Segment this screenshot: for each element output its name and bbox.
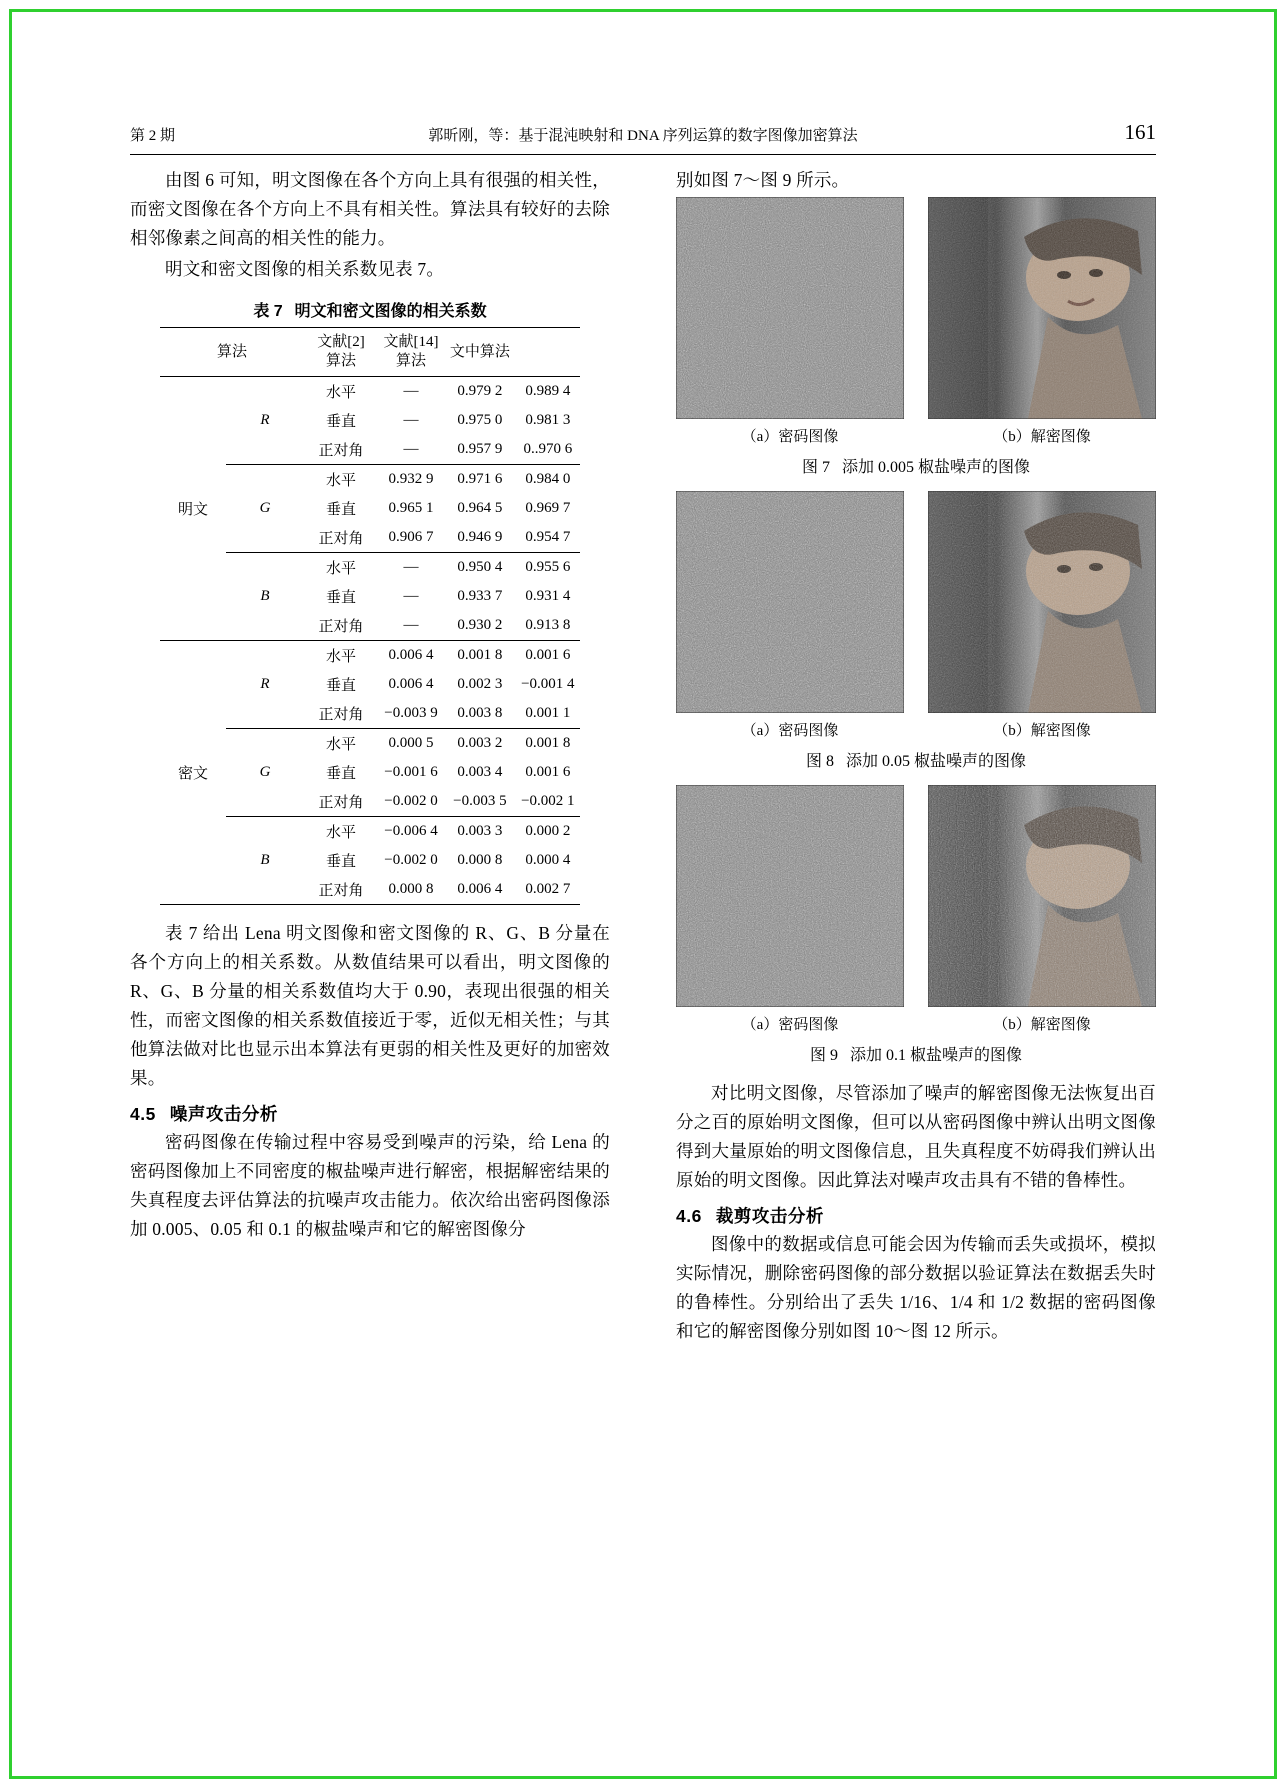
subcaption-a: （a）密码图像 [741,723,839,739]
dir-label: 垂直 [325,766,356,782]
figure-9-label: 图 9 [809,1047,838,1064]
paragraph-correlation-intro: 由图 6 可知，明文图像在各个方向上具有很强的相关性，而密文图像在各个方向上不具有相关性。算法具有较好的去除相邻像素之间高的相关性的能力。 [130,170,610,248]
cell-value: 0.989 4 [525,383,571,399]
dir-label: 垂直 [325,414,356,430]
dir-label: 垂直 [325,502,356,518]
channel-label-R-cipher: R [260,676,270,692]
section-title: 噪声攻击分析 [169,1104,278,1124]
figure-7-caption [676,454,1156,477]
figure-7-label: 图 7 [801,459,830,476]
cell-value: 0.006 4 [388,676,434,692]
page-content [130,120,1156,1680]
cell-value: 0.003 4 [457,764,503,780]
cell-value: 0.931 4 [525,588,571,604]
dir-label: 正对角 [318,795,364,811]
cell-value: 0.906 7 [388,529,434,545]
cell-value: −0.002 0 [384,793,438,809]
table7-body [160,377,580,905]
figure-9-text: 添加 0.1 椒盐噪声的图像 [850,1047,1023,1064]
cell-value: 0.955 6 [525,559,571,575]
table-header-row [160,328,580,377]
figure-9 [676,785,1156,1065]
figure-9-caption [676,1042,1156,1065]
paragraph-table7-analysis: 表 7 给出 Lena 明文图像和密文图像的 R、G、B 分量在各个方向上的相关系数。从数值结果可以看出，明文图像的 R、G、B 分量的相关系数值均大于 0.90，表现出很强的相关性，而密文图像的相关系数值接近于零，近似无相关性；与其他算法做对比也显示出本算法有更弱的相关性及更好的加密效果。 [130,923,610,1088]
cell-value: 0.946 9 [457,529,503,545]
cell-value: 0.001 1 [525,705,571,721]
figure-8 [676,491,1156,771]
paragraph-table7-pointer: 明文和密文图像的相关系数见表 7。 [165,259,445,279]
figure-9-images [676,785,1156,1007]
cell-value: 0.000 4 [525,852,571,868]
figure-7-subcaptions [676,425,1156,446]
group-label-plain: 明文 [177,502,208,518]
cell-value: 0.975 0 [457,412,503,428]
cell-value: 0.003 2 [457,735,503,751]
cell-value: 0.965 1 [388,500,434,516]
header-ref2-line1: 文献[2] [317,334,365,350]
paragraph-noise-robustness: 对比明文图像，尽管添加了噪声的解密图像无法恢复出百分之百的原始明文图像，但可以从密码图像中辨认出明文图像得到大量原始的明文图像信息，且失真程度不妨碍我们辨认出原始的明文图像。因此算法对噪声攻击具有不错的鲁棒性。 [676,1083,1156,1190]
section-heading-4-5 [130,1101,610,1126]
channel-label-R-plain: R [260,412,270,428]
cell-value: 0.000 5 [388,735,434,751]
dir-label: 正对角 [318,707,364,723]
dir-label: 水平 [325,473,356,489]
dir-label: 垂直 [325,678,356,694]
cell-value: 0.001 8 [525,735,571,751]
cell-value: −0.001 6 [384,764,438,780]
section-number: 4.5 [130,1104,156,1124]
section-title: 裁剪攻击分析 [715,1206,824,1226]
cell-value: −0.003 9 [384,705,438,721]
dir-label: 正对角 [318,883,364,899]
channel-label-B-cipher: B [260,852,270,868]
decrypted-image-noise-0005 [928,197,1156,419]
group-label-cipher: 密文 [177,766,208,782]
subcaption-a: （a）密码图像 [741,429,839,445]
cell-value: −0.002 1 [521,793,575,809]
subcaption-a: （a）密码图像 [741,1017,839,1033]
cell-value: 0.984 0 [525,471,571,487]
figure-8-caption [676,748,1156,771]
cell-value: 0.001 8 [457,647,503,663]
dir-label: 水平 [325,825,356,841]
cell-value: 0.971 6 [457,471,503,487]
dir-label: 水平 [325,385,356,401]
subcaption-b: （b）解密图像 [993,1017,1091,1033]
cell-value: 0.002 3 [457,676,503,692]
channel-label-B-plain: B [260,588,270,604]
figure-8-subcaptions [676,719,1156,740]
table7-correlation-coefficients [160,327,580,905]
dir-label: 水平 [325,561,356,577]
cell-value: 0.913 8 [525,617,571,633]
cell-value: 0.981 3 [525,412,571,428]
cell-value: 0.000 2 [525,823,571,839]
cipher-image-noise-005 [676,491,904,713]
dir-label: 垂直 [325,590,356,606]
left-column [130,166,610,1246]
cell-value: 0.003 8 [457,705,503,721]
cell-value: — [403,412,419,428]
dir-label: 垂直 [325,854,356,870]
paragraph-crop-attack: 图像中的数据或信息可能会因为传输而丢失或损坏，模拟实际情况，删除密码图像的部分数据以验证算法在数据丢失时的鲁棒性。分别给出了丢失 1/16、1/4 和 1/2 数据的密码图像和它的解密图像分别如图 10～图 12 所示。 [676,1234,1156,1341]
running-head [130,120,1156,155]
figure-8-label: 图 8 [805,753,834,770]
running-head-title: 郭昕刚，等：基于混沌映射和 DNA 序列运算的数字图像加密算法 [428,128,858,144]
header-cell-algorithm: 算法 [216,343,247,360]
header-ref14-line1: 文献[14] [383,334,439,350]
header-ref2-line2: 算法 [325,353,356,369]
subcaption-b: （b）解密图像 [993,723,1091,739]
table7-caption-label: 表 7 [253,303,283,320]
section-heading-4-6 [676,1203,1156,1228]
figure-7-images [676,197,1156,419]
decrypted-image-noise-01 [928,785,1156,1007]
cell-value: 0.000 8 [388,881,434,897]
paragraph-noise-attack: 密码图像在传输过程中容易受到噪声的污染，给 Lena 的密码图像加上不同密度的椒盐噪声进行解密，根据解密结果的失真程度去评估算法的抗噪声攻击能力。依次给出密码图像添加 0.005、0.05 和 0.1 的椒盐噪声和它的解密图像分 [130,1132,610,1239]
cell-value: — [403,383,419,399]
cell-value: — [403,559,419,575]
header-cell-ref14 [378,328,444,377]
subcaption-b: （b）解密图像 [993,429,1091,445]
cell-value: −0.001 4 [521,676,575,692]
cell-value: 0.954 7 [525,529,571,545]
cell-value: 0.969 7 [525,500,571,516]
channel-label-G-cipher: G [259,764,271,780]
header-cell-ours: 文中算法 [449,343,510,360]
table7-head [160,328,580,377]
cell-value: 0.006 4 [388,647,434,663]
dir-label: 正对角 [318,619,364,635]
header-cell-ref2 [304,328,378,377]
cell-value: 0.003 3 [457,823,503,839]
cell-value: 0.933 7 [457,588,503,604]
cell-value: 0.000 8 [457,852,503,868]
cipher-image-noise-0005 [676,197,904,419]
table7-caption [130,298,610,321]
figure-9-subcaptions [676,1013,1156,1034]
cell-value: — [403,588,419,604]
cell-value: 0.001 6 [525,764,571,780]
channel-label-G-plain: G [259,500,271,516]
figure-7 [676,197,1156,477]
cipher-image-noise-01 [676,785,904,1007]
cell-value: 0.006 4 [457,881,503,897]
running-head-issue: 第 2 期 [130,128,176,144]
cell-value: 0.002 7 [525,881,571,897]
cell-value: −0.006 4 [384,823,438,839]
header-ref14-line2: 算法 [396,353,427,369]
figure-8-text: 添加 0.05 椒盐噪声的图像 [846,753,1027,770]
dir-label: 正对角 [318,443,364,459]
figure-8-images [676,491,1156,713]
table7-caption-title: 明文和密文图像的相关系数 [294,303,487,320]
right-column [676,166,1156,1348]
decrypted-image-noise-005 [928,491,1156,713]
cell-value: 0.964 5 [457,500,503,516]
cell-value: 0.950 4 [457,559,503,575]
section-number: 4.6 [676,1206,702,1226]
table-row [160,377,580,407]
cell-value: 0.001 6 [525,647,571,663]
dir-label: 水平 [325,649,356,665]
cell-value: 0.957 9 [457,441,503,457]
figure-7-text: 添加 0.005 椒盐噪声的图像 [842,459,1031,476]
cell-value: 0.930 2 [457,617,503,633]
dir-label: 水平 [325,737,356,753]
cell-value: −0.003 5 [453,793,507,809]
page-number: 161 [1124,120,1156,144]
cell-value: — [403,441,419,457]
table-row [160,641,580,671]
dir-label: 正对角 [318,531,364,547]
cell-value: −0.002 0 [384,852,438,868]
paragraph-figure-pointer: 别如图 7～图 9 所示。 [676,170,850,190]
cell-value: 0.979 2 [457,383,503,399]
cell-value: — [403,617,419,633]
cell-value: 0.932 9 [388,471,434,487]
cell-value: 0..970 6 [523,441,573,457]
